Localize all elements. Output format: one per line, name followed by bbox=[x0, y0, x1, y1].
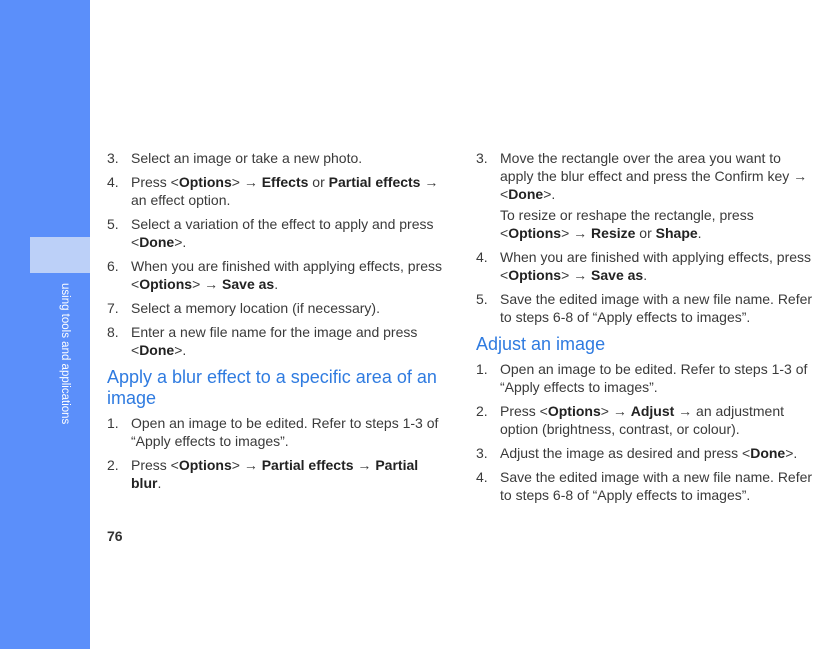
steps-list bbox=[476, 360, 813, 504]
key-term: Options bbox=[508, 267, 562, 283]
key-term: Done bbox=[139, 234, 175, 250]
step-item bbox=[476, 402, 813, 438]
key-term: Options bbox=[547, 403, 601, 419]
step-number: 4. bbox=[476, 469, 488, 485]
step-text: Select a memory location (if necessary). bbox=[131, 300, 380, 316]
step-text: . bbox=[157, 475, 162, 491]
step-text: > → bbox=[231, 457, 262, 473]
step-text: > → bbox=[600, 403, 631, 419]
key-term: Adjust bbox=[630, 403, 675, 419]
step-number: 1. bbox=[476, 361, 488, 377]
step-note bbox=[500, 206, 813, 242]
step-number: 3. bbox=[476, 150, 488, 166]
key-term: Shape bbox=[655, 225, 698, 241]
key-term: Effects bbox=[261, 174, 309, 190]
step-text: . bbox=[697, 225, 702, 241]
step-body bbox=[500, 402, 813, 438]
step-text: Open an image to be edited. Refer to steps 1-3 of “Apply effects to images”. bbox=[500, 361, 808, 395]
step-text: >. bbox=[174, 342, 187, 358]
step-item bbox=[107, 414, 447, 450]
step-number: 8. bbox=[107, 324, 119, 340]
step-text: > → bbox=[231, 174, 262, 190]
step-text: >. bbox=[543, 186, 556, 202]
step-item bbox=[476, 248, 813, 284]
step-item bbox=[107, 299, 447, 317]
step-number: 3. bbox=[476, 445, 488, 461]
step-body bbox=[500, 360, 813, 396]
right-column bbox=[476, 149, 813, 510]
section-label: using tools and applications bbox=[59, 283, 71, 425]
step-text: → an effect option. bbox=[131, 174, 439, 208]
step-text: Press < bbox=[131, 457, 179, 473]
key-term: Options bbox=[178, 457, 232, 473]
step-body bbox=[500, 468, 813, 504]
step-text: Select an image or take a new photo. bbox=[131, 150, 363, 166]
step-item bbox=[476, 290, 813, 326]
step-body bbox=[131, 173, 447, 209]
step-text: Press < bbox=[500, 403, 548, 419]
step-body bbox=[131, 299, 447, 317]
step-text: → an adjustment option (brightness, contrast, or colour). bbox=[500, 403, 785, 437]
step-text: or bbox=[635, 225, 656, 241]
step-text: > → bbox=[561, 225, 592, 241]
step-body bbox=[500, 290, 813, 326]
key-term: Done bbox=[508, 186, 544, 202]
step-item bbox=[107, 257, 447, 293]
section-heading-adjust: Adjust an image bbox=[476, 334, 606, 354]
step-item bbox=[476, 360, 813, 396]
step-item bbox=[107, 323, 447, 359]
step-body bbox=[131, 257, 447, 293]
key-term: Partial effects bbox=[328, 174, 421, 190]
step-text: Select a variation of the effect to apply and press < bbox=[131, 216, 434, 250]
step-text: To resize or reshape the rectangle, press < bbox=[500, 207, 754, 241]
key-term: Options bbox=[139, 276, 193, 292]
key-term: Partial blur bbox=[131, 457, 419, 491]
step-text: > → bbox=[561, 267, 592, 283]
key-term: Options bbox=[508, 225, 562, 241]
step-item bbox=[107, 173, 447, 209]
key-term: Resize bbox=[591, 225, 636, 241]
left-column bbox=[107, 149, 447, 498]
step-text: When you are finished with applying effects, press < bbox=[500, 249, 812, 283]
step-text: > → bbox=[192, 276, 223, 292]
step-item bbox=[107, 456, 447, 492]
step-number: 6. bbox=[107, 258, 119, 274]
section-heading-blur: Apply a blur effect to a specific area of an image bbox=[107, 367, 437, 408]
step-number: 5. bbox=[107, 216, 119, 232]
step-body bbox=[500, 149, 813, 203]
key-term: Options bbox=[178, 174, 232, 190]
step-item bbox=[476, 149, 813, 242]
step-text: Adjust the image as desired and press < bbox=[500, 445, 751, 461]
step-text: >. bbox=[785, 445, 798, 461]
key-term: Save as bbox=[591, 267, 644, 283]
step-text: Press < bbox=[131, 174, 179, 190]
page-number: 76 bbox=[107, 528, 123, 544]
step-body bbox=[131, 414, 447, 450]
step-body bbox=[131, 149, 447, 167]
step-item bbox=[476, 444, 813, 462]
step-text: Save the edited image with a new file name. Refer to steps 6-8 of “Apply effects to images”. bbox=[500, 291, 813, 325]
step-body bbox=[500, 444, 813, 462]
sidebar-tab bbox=[30, 237, 90, 273]
step-number: 2. bbox=[107, 457, 119, 473]
step-text: . bbox=[643, 267, 648, 283]
steps-list bbox=[107, 414, 447, 492]
steps-list bbox=[476, 149, 813, 326]
step-item bbox=[107, 149, 447, 167]
step-number: 4. bbox=[476, 249, 488, 265]
step-text: Save the edited image with a new file name. Refer to steps 6-8 of “Apply effects to images”. bbox=[500, 469, 813, 503]
step-text: Move the rectangle over the area you want to apply the blur effect and press the Confirm key → < bbox=[500, 150, 808, 202]
step-body bbox=[131, 323, 447, 359]
step-number: 4. bbox=[107, 174, 119, 190]
step-number: 1. bbox=[107, 415, 119, 431]
sidebar bbox=[0, 0, 90, 649]
step-text: When you are finished with applying effects, press < bbox=[131, 258, 443, 292]
step-item bbox=[476, 468, 813, 504]
step-item bbox=[107, 215, 447, 251]
step-text: Enter a new file name for the image and press < bbox=[131, 324, 418, 358]
step-number: 7. bbox=[107, 300, 119, 316]
step-text: or bbox=[308, 174, 329, 190]
step-body bbox=[131, 215, 447, 251]
step-body bbox=[500, 248, 813, 284]
step-body bbox=[131, 456, 447, 492]
key-term: Done bbox=[750, 445, 786, 461]
steps-list bbox=[107, 149, 447, 359]
key-term: Done bbox=[139, 342, 175, 358]
step-text: >. bbox=[174, 234, 187, 250]
step-number: 3. bbox=[107, 150, 119, 166]
key-term: Save as bbox=[222, 276, 275, 292]
step-text: → bbox=[353, 457, 376, 473]
step-number: 2. bbox=[476, 403, 488, 419]
step-number: 5. bbox=[476, 291, 488, 307]
key-term: Partial effects bbox=[261, 457, 354, 473]
step-text: Open an image to be edited. Refer to steps 1-3 of “Apply effects to images”. bbox=[131, 415, 439, 449]
step-text: . bbox=[274, 276, 279, 292]
